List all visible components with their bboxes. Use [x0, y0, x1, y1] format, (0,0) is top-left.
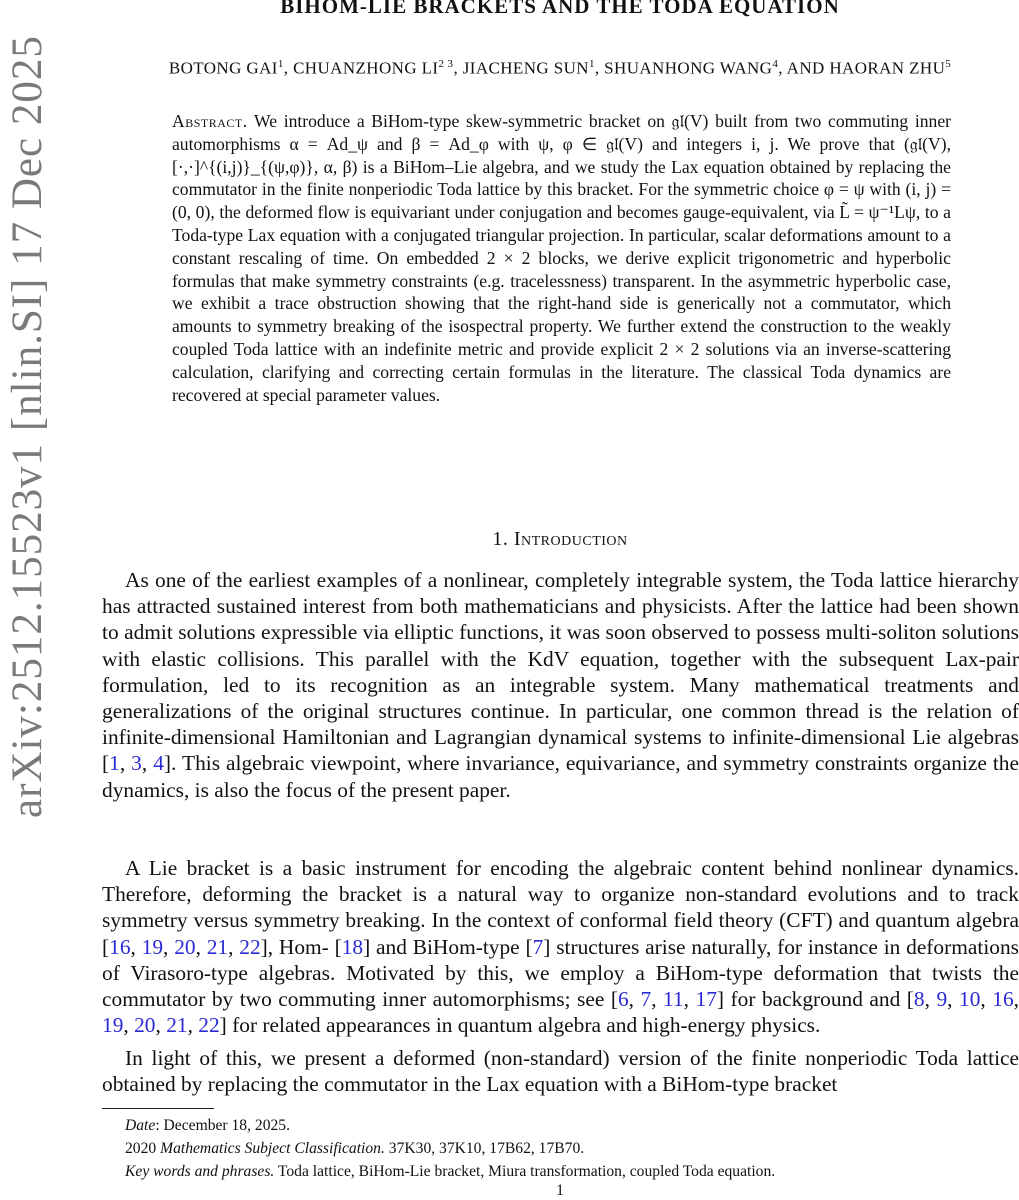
- footnote-msc: [102, 1137, 1019, 1160]
- citation-link[interactable]: 11: [663, 987, 684, 1012]
- citation-link[interactable]: 6: [617, 987, 629, 1012]
- paragraph-text: A Lie bracket is a basic instrument for encoding the algebraic content behind nonlinear dynamics. Therefore, deforming the bracket is a natural way to organize non-standard evolutions and to track symmetry versus symmetry breaking. In the context of conformal field theory (CFT) and quantum algebra: [102, 856, 1019, 933]
- author-affiliation: 2 3: [438, 58, 454, 70]
- author-affiliation: 1: [588, 58, 595, 70]
- citation-link[interactable]: 3: [131, 751, 142, 776]
- author-name: AND HAORAN ZHU: [786, 58, 946, 78]
- paragraph-text: , Hom-: [267, 934, 335, 959]
- footnote-value: Toda lattice, BiHom-Lie bracket, Miura transformation, coupled Toda equation.: [274, 1163, 776, 1181]
- citation-link[interactable]: 9: [936, 987, 948, 1012]
- citation-link[interactable]: 22: [198, 1013, 220, 1038]
- citation-link[interactable]: 21: [206, 934, 229, 959]
- abstract-label: Abstract.: [172, 111, 248, 131]
- paragraph-text: As one of the earliest examples of a nonlinear, completely integrable system, the Toda lattice hierarchy has attracted sustained interest from both mathematicians and physicists. After the lattice had been shown to admit solutions expressible via elliptic functions, it was soon observed to possess multi-soliton solutions with elastic collisions. This parallel with the KdV equation, together with the subsequent Lax-pair formulation, led to its recognition as an integrable system. Many mathematical treatments and generalizations of the original structures continue. In particular, one common thread is the relation of infinite-dimensional Hamiltonian and Lagrangian dynamical systems to infinite-dimensional Lie algebras: [102, 568, 1019, 750]
- citation-link[interactable]: 17: [695, 987, 717, 1012]
- author-name: BOTONG GAI: [168, 58, 278, 78]
- citation-link[interactable]: 1: [109, 751, 120, 776]
- footnote-label: Date: [125, 1117, 156, 1134]
- footnote-label: Mathematics Subject Classification.: [160, 1140, 385, 1158]
- intro-paragraph-3: [102, 1045, 1019, 1097]
- paper-title: BIHOM-LIE BRACKETS AND THE TODA EQUATION: [280, 0, 840, 18]
- citation-link[interactable]: 7: [532, 934, 544, 959]
- page-number: 1: [556, 1182, 564, 1199]
- paragraph-text: In light of this, we present a deformed (non-standard) version of the finite nonperiodic Toda lattice obtained by replacing the commutator in the Lax equation with a BiHom-type bracket: [102, 1046, 1019, 1097]
- intro-paragraph-2: A Lie bracket is a basic instrument for encoding the algebraic content behind nonlinear dynamics. Therefore, deforming the bracket is a natural way to organize non-standard evolutions and to track symmetry versus symmetry breaking. In the context of conformal field theory (CFT) and quantum algebra [16, 19, 20, 21, 22], Hom- [18] and BiHom-type [7] structures arise naturally, for instance in deformations of Virasoro-type algebras. Motivated by this, we employ a BiHom-type deformation that twists the commutator by two commuting inner automorphisms; see [6, 7, 11, 17] for background and [8, 9, 10, 16, 19, 20, 21, 22] for related appearances in quantum algebra and high-energy physics.: [102, 856, 1019, 1038]
- footnote-label: Key words and phrases.: [125, 1163, 275, 1181]
- paragraph-text: and BiHom-type: [370, 934, 526, 959]
- author-affiliation: 1: [277, 58, 284, 70]
- abstract-text: We introduce a BiHom-type skew-symmetric bracket on 𝔤𝔩(V) built from two commuting inner automorphisms α = Ad_ψ and β = Ad_φ with ψ, φ ∈ 𝔤𝔩(V) and integers i, j. We prove that (𝔤𝔩(V), [·,·]^{(i,j)}_{(ψ,φ)}, α, β) is a BiHom–Lie algebra, and we study the Lax equation obtained by replacing the commutator in the finite nonperiodic Toda lattice by this bracket. For the symmetric choice φ = ψ with (i, j) = (0, 0), the deformed flow is equivariant under conjugation and becomes gauge-equivalent, via L̃ = ψ⁻¹Lψ, to a Toda-type Lax equation with a conjugated triangular projection. In particular, scalar deformations amount to a constant rescaling of time. On embedded 2 × 2 blocks, we derive explicit trigonometric and hyperbolic formulas that make symmetry constraints (e.g. tracelessness) transparent. In the asymmetric hyperbolic case, we exhibit a trace obstruction showing that the right-hand side is generically not a commutator, which amounts to symmetry breaking of the isospectral property. We further extend the construction to the weakly coupled Toda lattice with an indefinite metric and provide explicit 2 × 2 solutions via an inverse-scattering calculation, clarifying and correcting certain formulas in the literature. The classical Toda dynamics are recovered at special parameter values.: [172, 111, 951, 405]
- author-name: CHUANZHONG LI: [293, 58, 439, 78]
- paragraph-text: structures arise naturally, for instance in deformations of Virasoro-type algebras. Motivated by this, we employ a BiHom-type deformation that twists the commutator by two commuting inner automorphisms; see: [102, 934, 1019, 1012]
- citation-link[interactable]: 16: [992, 987, 1014, 1012]
- citation-link[interactable]: 22: [239, 934, 261, 959]
- citation-link[interactable]: 16: [109, 934, 131, 959]
- author-affiliation: 4: [772, 58, 779, 70]
- paragraph-text: for background and: [724, 987, 907, 1012]
- abstract: [172, 110, 951, 406]
- footnote-keywords: [102, 1160, 1019, 1183]
- citation-link[interactable]: 20: [134, 1013, 156, 1038]
- author-list: BOTONG GAI$^1$, CHUANZHONG $LI^{2 3}$, JIACHENG SUN$^1$, SHUANHONG WANG$^4$, AND HAORAN ZHU$^5$: [168, 58, 952, 78]
- footnote-prefix: 2020: [125, 1140, 161, 1158]
- citation-link[interactable]: 7: [640, 987, 652, 1012]
- footnotes: [102, 1114, 1019, 1184]
- citation-link[interactable]: 20: [174, 934, 196, 959]
- citation-link[interactable]: 10: [959, 987, 981, 1012]
- footnote-value: 37K30, 37K10, 17B62, 17B70.: [384, 1140, 585, 1158]
- paragraph-text: for related appearances in quantum algebra and high-energy physics.: [226, 1013, 821, 1038]
- citation-link[interactable]: 4: [153, 751, 164, 776]
- arxiv-identifier-stamp: arXiv:2512.15523v1 [nlin.SI] 17 Dec 2025: [4, 35, 51, 818]
- footnote-date: [102, 1114, 1019, 1137]
- citation-link[interactable]: 19: [141, 934, 164, 959]
- footnote-divider: [102, 1108, 214, 1109]
- citation-link[interactable]: 19: [102, 1013, 124, 1038]
- author-name: SHUANHONG WANG: [604, 58, 773, 78]
- intro-paragraph-1: As one of the earliest examples of a nonlinear, completely integrable system, the Toda lattice hierarchy has attracted sustained interest from both mathematicians and physicists. After the lattice had been shown to admit solutions expressible via elliptic functions, it was soon observed to possess multi-soliton solutions with elastic collisions. This parallel with the KdV equation, together with the subsequent Lax-pair formulation, led to its recognition as an integrable system. Many mathematical treatments and generalizations of the original structures continue. In particular, one common thread is the relation of infinite-dimensional Hamiltonian and Lagrangian dynamical systems to infinite-dimensional Lie algebras [1, 3, 4]. This algebraic viewpoint, where invariance, equivariance, and symmetry constraints organize the dynamics, is also the focus of the present paper.: [102, 568, 1019, 802]
- paragraph-text: . This algebraic viewpoint, where invariance, equivariance, and symmetry constraints organize the dynamics, is also the focus of the present paper.: [102, 751, 1019, 802]
- author-affiliation: 5: [945, 58, 952, 70]
- footnote-value: : December 18, 2025.: [155, 1117, 290, 1134]
- citation-link[interactable]: 21: [166, 1013, 188, 1038]
- citation-link[interactable]: 18: [341, 934, 364, 959]
- citation-link[interactable]: 8: [913, 987, 925, 1012]
- section-heading-introduction: 1. Introduction: [492, 528, 628, 550]
- author-name: JIACHENG SUN: [462, 58, 589, 78]
